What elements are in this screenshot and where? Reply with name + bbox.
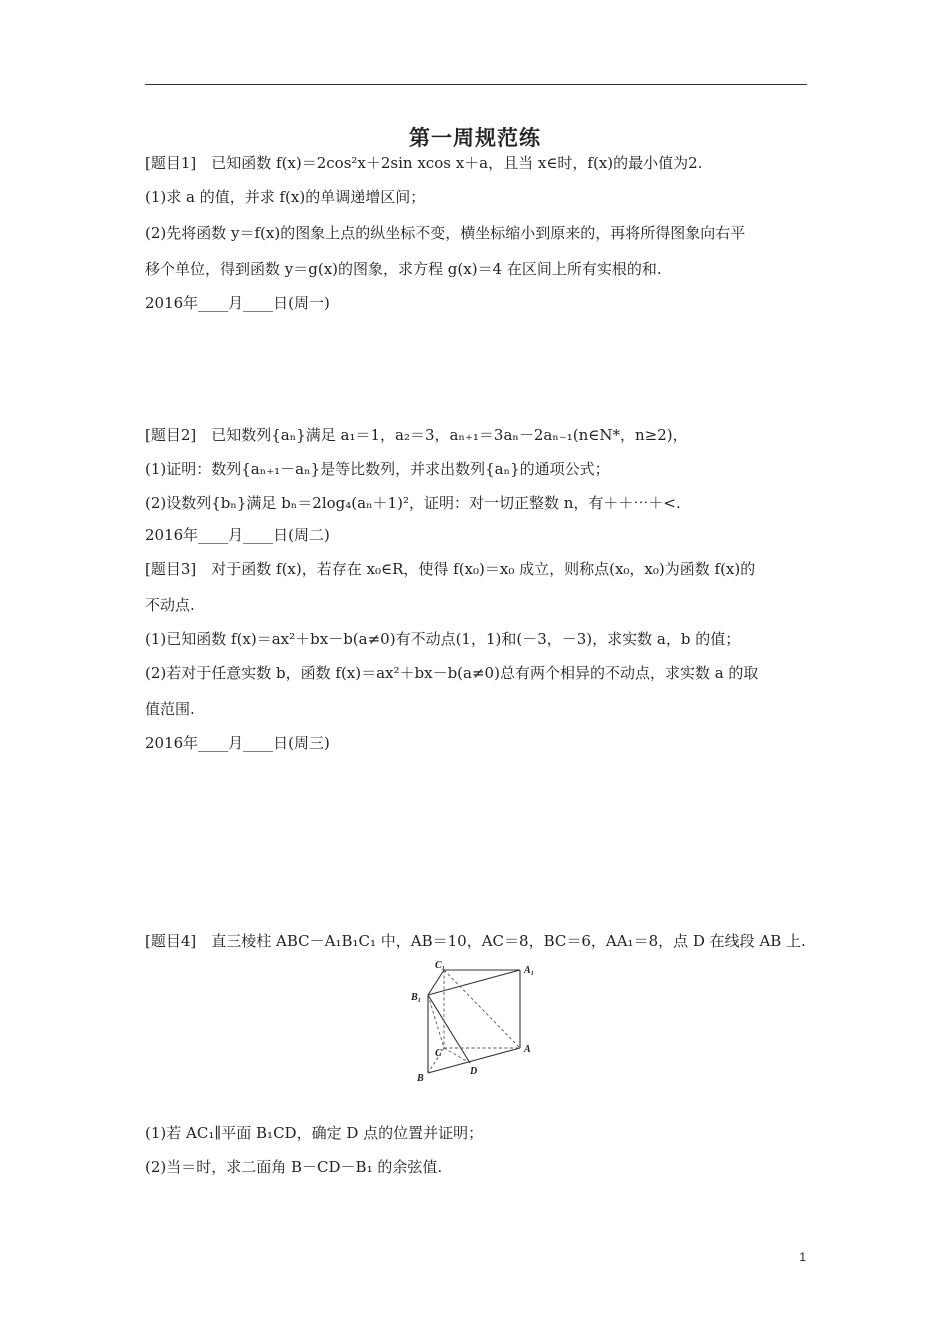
label-d: D	[470, 1066, 478, 1077]
label-a1: A₁	[524, 965, 535, 976]
page-number: 1	[799, 1250, 806, 1264]
problem-line: (2)当＝时，求二面角 B－CD－B₁ 的余弦值.	[145, 1158, 443, 1176]
problem-line: (1)求 a 的值，并求 f(x)的单调递增区间；	[145, 188, 426, 206]
problem-line: (1)若 AC₁∥平面 B₁CD，确定 D 点的位置并证明；	[145, 1124, 484, 1142]
problem-line: (1)证明：数列{aₙ₊₁－aₙ}是等比数列，并求出数列{aₙ}的通项公式；	[145, 460, 610, 478]
label-c1: C₁	[435, 960, 446, 971]
problem-line: [题目2] 已知数列{aₙ}满足 a₁＝1，a₂＝3，aₙ₊₁＝3aₙ－2aₙ₋₁(n∈N*，n≥2)，	[145, 426, 688, 444]
date-line: 2016年____月____日(周二)	[145, 526, 330, 544]
date-line: 2016年____月____日(周一)	[145, 294, 330, 312]
label-c: C	[435, 1048, 442, 1059]
problem-line: (2)若对于任意实数 b，函数 f(x)＝ax²＋bx－b(a≠0)总有两个相异的不动点，求实数 a 的取	[145, 664, 759, 682]
problem-line: [题目4] 直三棱柱 ABC－A₁B₁C₁ 中，AB＝10，AC＝8，BC＝6，AA₁＝8，点 D 在线段 AB 上.	[145, 932, 806, 950]
problem-line: (2)先将函数 y＝f(x)的图象上点的纵坐标不变，横坐标缩小到原来的，再将所得图象向右平	[145, 224, 746, 242]
label-b1: B₁	[411, 992, 422, 1003]
date-line: 2016年____月____日(周三)	[145, 734, 330, 752]
prism-figure	[408, 960, 548, 1085]
problem-line: [题目1] 已知函数 f(x)＝2cos²x＋2sin xcos x＋a，且当 x∈时，f(x)的最小值为2.	[145, 154, 703, 172]
header-rule	[145, 84, 807, 85]
label-b: B	[417, 1073, 424, 1084]
problem-line: 不动点.	[145, 596, 195, 614]
problem-line: [题目3] 对于函数 f(x)，若存在 x₀∈R，使得 f(x₀)＝x₀ 成立，则称点(x₀，x₀)为函数 f(x)的	[145, 560, 756, 578]
page-title: 第一周规范练	[409, 126, 541, 150]
problem-line: (2)设数列{bₙ}满足 bₙ＝2log₄(aₙ＋1)²，证明：对一切正整数 n，有＋＋⋯＋<.	[145, 494, 681, 512]
problem-line: 移个单位，得到函数 y＝g(x)的图象，求方程 g(x)＝4 在区间上所有实根的和.	[145, 260, 662, 278]
label-a: A	[524, 1044, 531, 1055]
problem-line: (1)已知函数 f(x)＝ax²＋bx－b(a≠0)有不动点(1，1)和(－3，－3)，求实数 a，b 的值；	[145, 630, 741, 648]
problem-line: 值范围.	[145, 700, 195, 718]
